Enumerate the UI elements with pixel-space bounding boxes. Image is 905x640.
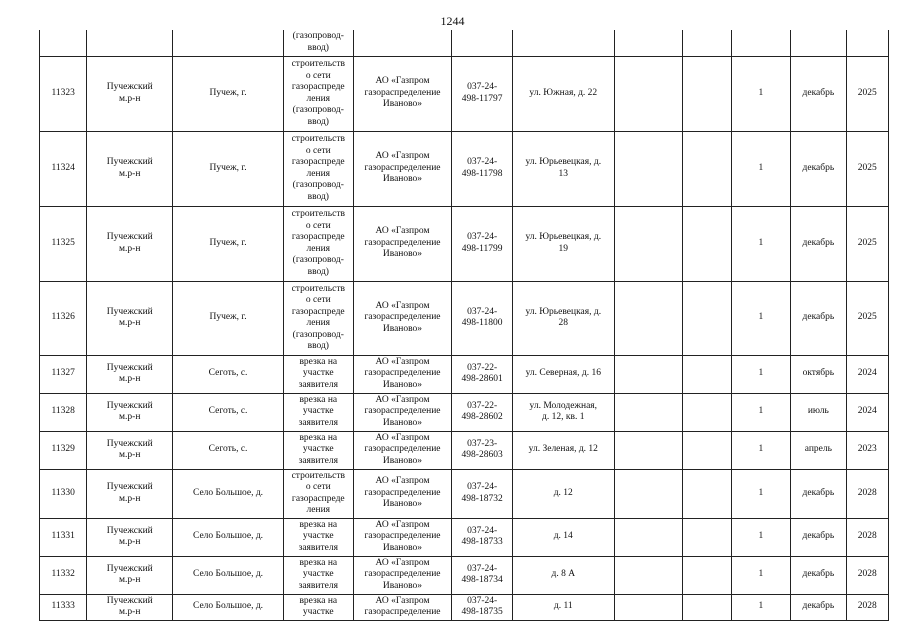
cell-org: [353, 131, 452, 206]
cell-org: [353, 556, 452, 594]
cell-month: [791, 393, 846, 431]
qty-text: 1: [758, 569, 764, 580]
cell-empty-a: [614, 131, 683, 206]
locality-text: Село Большое, д.: [193, 487, 264, 498]
cell-code: [452, 518, 512, 556]
org-text: АО «Газпром газораспределение Иваново»: [364, 151, 441, 185]
year-text: 2025: [857, 312, 877, 323]
locality-text: Пучеж, г.: [209, 237, 247, 248]
year-text: 2028: [857, 487, 877, 498]
district-text: Пучежский м.р-н: [106, 362, 153, 384]
cell-district: [87, 393, 173, 431]
table-row: [40, 594, 889, 620]
code-text: 037-24- 498-11798: [461, 157, 503, 179]
cell-empty-a: [614, 56, 683, 131]
cell-qty: [731, 281, 790, 355]
cell-empty-a: [614, 206, 683, 281]
cell-locality: [173, 131, 284, 206]
org-text: АО «Газпром газораспределение Иваново»: [364, 519, 441, 553]
table-row: [40, 131, 889, 206]
cell-locality: [173, 469, 284, 518]
address-text: ул. Северная, д. 16: [525, 368, 601, 379]
cell-address: [512, 556, 614, 594]
cell-work-type: [284, 518, 354, 556]
work-type-text: строительств о сети газораспреде ления (газопровод- ввод): [291, 283, 345, 351]
cell-id: [40, 206, 87, 281]
code-text: 037-24- 498-18733: [461, 525, 503, 547]
cell-code: [452, 206, 512, 281]
cell-district: [87, 556, 173, 594]
cell-month: [791, 518, 846, 556]
registry-table: [39, 30, 889, 621]
cell-district: [87, 594, 173, 620]
cell-code: [452, 30, 512, 56]
cell-address: [512, 56, 614, 131]
table-row: [40, 469, 889, 518]
district-text: Пучежский м.р-н: [106, 482, 153, 504]
cell-work-type: [284, 431, 354, 469]
cell-empty-b: [683, 518, 731, 556]
locality-text: Пучеж, г.: [209, 87, 247, 98]
page-number: 1244: [440, 14, 465, 28]
id-text: 11332: [51, 569, 75, 580]
cell-work-type: [284, 355, 354, 393]
cell-district: [87, 30, 173, 56]
address-text: д. 14: [553, 531, 573, 542]
cell-id: [40, 30, 87, 56]
cell-empty-a: [614, 518, 683, 556]
org-text: АО «Газпром газораспределение Иваново»: [364, 356, 441, 390]
month-text: июль: [807, 406, 829, 417]
district-text: Пучежский м.р-н: [106, 438, 153, 460]
cell-empty-a: [614, 281, 683, 355]
locality-text: Село Большое, д.: [193, 569, 264, 580]
cell-empty-a: [614, 469, 683, 518]
cell-year: [846, 281, 888, 355]
work-type-text: строительств о сети газораспреде ления (газопровод- ввод): [291, 134, 345, 202]
cell-month: [791, 56, 846, 131]
cell-month: [791, 131, 846, 206]
id-text: 11333: [51, 601, 75, 612]
cell-year: [846, 56, 888, 131]
cell-code: [452, 56, 512, 131]
year-text: 2024: [857, 368, 877, 379]
cell-org: [353, 431, 452, 469]
qty-text: 1: [758, 368, 764, 379]
cell-id: [40, 281, 87, 355]
cell-org: [353, 30, 452, 56]
cell-work-type: [284, 281, 354, 355]
locality-text: Сеготь, с.: [208, 406, 248, 417]
cell-id: [40, 431, 87, 469]
cell-work-type: [284, 131, 354, 206]
cell-empty-a: [614, 30, 683, 56]
cell-locality: [173, 594, 284, 620]
work-type-text: врезка на участке заявителя: [298, 356, 338, 390]
cell-empty-a: [614, 556, 683, 594]
cell-empty-b: [683, 594, 731, 620]
work-type-text: строительств о сети газораспреде ления (газопровод- ввод): [291, 209, 345, 277]
cell-address: [512, 518, 614, 556]
cell-work-type: [284, 393, 354, 431]
month-text: октябрь: [802, 368, 835, 379]
locality-text: Сеготь, с.: [208, 444, 248, 455]
cell-empty-a: [614, 355, 683, 393]
cell-district: [87, 281, 173, 355]
locality-text: Село Большое, д.: [193, 601, 264, 612]
address-text: ул. Юрьевецкая, д. 28: [525, 306, 602, 328]
cell-empty-a: [614, 393, 683, 431]
cell-id: [40, 355, 87, 393]
cell-code: [452, 594, 512, 620]
code-text: 037-24- 498-18734: [461, 563, 503, 585]
cell-qty: [731, 518, 790, 556]
district-text: Пучежский м.р-н: [106, 595, 153, 617]
cell-district: [87, 518, 173, 556]
cell-locality: [173, 431, 284, 469]
cell-month: [791, 469, 846, 518]
cell-work-type: [284, 594, 354, 620]
work-type-text: врезка на участке заявителя: [298, 394, 338, 428]
cell-qty: [731, 594, 790, 620]
cell-qty: [731, 469, 790, 518]
month-text: декабрь: [802, 162, 835, 173]
table-row: [40, 281, 889, 355]
cell-year: [846, 393, 888, 431]
qty-text: 1: [758, 531, 764, 542]
table-body: [40, 30, 889, 620]
cell-empty-b: [683, 393, 731, 431]
qty-text: 1: [758, 312, 764, 323]
code-text: 037-24- 498-18732: [461, 482, 503, 504]
table-row: [40, 556, 889, 594]
id-text: 11330: [51, 487, 75, 498]
locality-text: Сеготь, с.: [208, 368, 248, 379]
cell-locality: [173, 556, 284, 594]
cell-year: [846, 30, 888, 56]
cell-locality: [173, 30, 284, 56]
address-text: ул. Зеленая, д. 12: [528, 444, 598, 455]
district-text: Пучежский м.р-н: [106, 306, 153, 328]
qty-text: 1: [758, 601, 764, 612]
cell-locality: [173, 206, 284, 281]
code-text: 037-23- 498-28603: [461, 438, 503, 460]
org-text: АО «Газпром газораспределение Иваново»: [364, 476, 441, 510]
cell-district: [87, 431, 173, 469]
year-text: 2023: [857, 444, 877, 455]
table-row: [40, 206, 889, 281]
cell-month: [791, 30, 846, 56]
qty-text: 1: [758, 444, 764, 455]
cell-year: [846, 206, 888, 281]
cell-district: [87, 131, 173, 206]
cell-locality: [173, 393, 284, 431]
work-type-text: врезка на участке: [299, 595, 338, 617]
cell-address: [512, 431, 614, 469]
district-text: Пучежский м.р-н: [106, 232, 153, 254]
cell-org: [353, 281, 452, 355]
id-text: 11323: [51, 87, 75, 98]
work-type-text: врезка на участке заявителя: [298, 432, 338, 466]
cell-qty: [731, 131, 790, 206]
year-text: 2028: [857, 601, 877, 612]
cell-month: [791, 281, 846, 355]
qty-text: 1: [758, 406, 764, 417]
cell-address: [512, 30, 614, 56]
cell-id: [40, 393, 87, 431]
org-text: АО «Газпром газораспределение Иваново»: [364, 76, 441, 110]
cell-empty-b: [683, 206, 731, 281]
year-text: 2024: [857, 406, 877, 417]
month-text: декабрь: [802, 312, 835, 323]
cell-district: [87, 56, 173, 131]
cell-year: [846, 556, 888, 594]
table-row: [40, 355, 889, 393]
cell-code: [452, 131, 512, 206]
month-text: декабрь: [802, 569, 835, 580]
cell-empty-a: [614, 431, 683, 469]
cell-address: [512, 281, 614, 355]
cell-month: [791, 206, 846, 281]
address-text: ул. Молодежная, д. 12, кв. 1: [529, 400, 598, 422]
cell-month: [791, 431, 846, 469]
cell-qty: [731, 556, 790, 594]
cell-empty-b: [683, 556, 731, 594]
cell-qty: [731, 393, 790, 431]
year-text: 2028: [857, 569, 877, 580]
cell-month: [791, 594, 846, 620]
cell-empty-b: [683, 281, 731, 355]
cell-qty: [731, 206, 790, 281]
cell-code: [452, 355, 512, 393]
id-text: 11331: [51, 531, 75, 542]
qty-text: 1: [758, 237, 764, 248]
address-text: д. 8 А: [551, 569, 576, 580]
table-row-continuation: [40, 30, 889, 56]
locality-text: Пучеж, г.: [209, 312, 247, 323]
code-text: 037-24- 498-18735: [461, 595, 503, 617]
month-text: декабрь: [802, 237, 835, 248]
table-row: [40, 431, 889, 469]
cell-qty: [731, 56, 790, 131]
table-row: [40, 56, 889, 131]
code-text: 037-24- 498-11800: [461, 306, 503, 328]
cell-code: [452, 393, 512, 431]
code-text: 037-24- 498-11799: [461, 232, 503, 254]
cell-code: [452, 431, 512, 469]
id-text: 11329: [51, 444, 75, 455]
table-row: [40, 393, 889, 431]
cell-year: [846, 355, 888, 393]
work-type-text: врезка на участке заявителя: [298, 557, 338, 591]
cell-qty: [731, 431, 790, 469]
cell-empty-b: [683, 431, 731, 469]
month-text: апрель: [804, 444, 832, 455]
qty-text: 1: [758, 162, 764, 173]
month-text: декабрь: [802, 487, 835, 498]
district-text: Пучежский м.р-н: [106, 525, 153, 547]
cell-address: [512, 206, 614, 281]
cell-code: [452, 281, 512, 355]
year-text: 2025: [857, 87, 877, 98]
cell-year: [846, 469, 888, 518]
cell-org: [353, 518, 452, 556]
address-text: ул. Юрьевецкая, д. 19: [525, 232, 602, 254]
cell-id: [40, 469, 87, 518]
cell-work-type: [284, 206, 354, 281]
org-text: АО «Газпром газораспределение Иваново»: [364, 557, 441, 591]
address-text: д. 12: [553, 487, 573, 498]
cell-year: [846, 518, 888, 556]
cell-id: [40, 131, 87, 206]
address-text: ул. Южная, д. 22: [529, 87, 598, 98]
cell-empty-a: [614, 594, 683, 620]
cell-id: [40, 556, 87, 594]
cell-work-type: [284, 556, 354, 594]
year-text: 2025: [857, 237, 877, 248]
cell-month: [791, 355, 846, 393]
cell-locality: [173, 518, 284, 556]
id-text: 11324: [51, 162, 75, 173]
qty-text: 1: [758, 87, 764, 98]
district-text: Пучежский м.р-н: [106, 400, 153, 422]
org-text: АО «Газпром газораспределение: [364, 595, 441, 617]
org-text: АО «Газпром газораспределение Иваново»: [364, 300, 441, 334]
month-text: декабрь: [802, 601, 835, 612]
org-text: АО «Газпром газораспределение Иваново»: [364, 226, 441, 260]
cell-year: [846, 594, 888, 620]
cell-locality: [173, 355, 284, 393]
cell-work-type: [284, 56, 354, 131]
id-text: 11328: [51, 406, 75, 417]
cell-district: [87, 206, 173, 281]
year-text: 2028: [857, 531, 877, 542]
cell-code: [452, 469, 512, 518]
month-text: декабрь: [802, 531, 835, 542]
cell-district: [87, 355, 173, 393]
year-text: 2025: [857, 162, 877, 173]
code-text: 037-24- 498-11797: [461, 82, 503, 104]
cell-month: [791, 556, 846, 594]
org-text: АО «Газпром газораспределение Иваново»: [364, 394, 441, 428]
cell-address: [512, 131, 614, 206]
district-text: Пучежский м.р-н: [106, 157, 153, 179]
work-type-text: строительств о сети газораспреде ления: [291, 470, 345, 515]
cell-address: [512, 469, 614, 518]
cell-work-type: [284, 469, 354, 518]
cell-locality: [173, 281, 284, 355]
cell-empty-b: [683, 355, 731, 393]
cell-address: [512, 355, 614, 393]
work-type-text: врезка на участке заявителя: [298, 519, 338, 553]
id-text: 11325: [51, 237, 75, 248]
cell-year: [846, 431, 888, 469]
id-text: 11327: [51, 368, 75, 379]
locality-text: Пучеж, г.: [209, 162, 247, 173]
id-text: 11326: [51, 312, 75, 323]
cell-qty: [731, 30, 790, 56]
cell-empty-b: [683, 30, 731, 56]
cell-org: [353, 56, 452, 131]
cell-org: [353, 393, 452, 431]
cell-empty-b: [683, 469, 731, 518]
cell-org: [353, 594, 452, 620]
cell-qty: [731, 355, 790, 393]
cell-org: [353, 206, 452, 281]
qty-text: 1: [758, 487, 764, 498]
cell-district: [87, 469, 173, 518]
org-text: АО «Газпром газораспределение Иваново»: [364, 432, 441, 466]
work-type-text: строительств о сети газораспреде ления (газопровод- ввод): [291, 59, 345, 127]
cell-year: [846, 131, 888, 206]
cell-locality: [173, 56, 284, 131]
cell-id: [40, 594, 87, 620]
cell-id: [40, 518, 87, 556]
cell-id: [40, 56, 87, 131]
cell-empty-b: [683, 131, 731, 206]
code-text: 037-22- 498-28601: [461, 362, 503, 384]
locality-text: Село Большое, д.: [193, 531, 264, 542]
district-text: Пучежский м.р-н: [106, 82, 153, 104]
cell-address: [512, 393, 614, 431]
cell-org: [353, 469, 452, 518]
address-text: ул. Юрьевецкая, д. 13: [525, 157, 602, 179]
table-row: [40, 518, 889, 556]
cell-address: [512, 594, 614, 620]
code-text: 037-22- 498-28602: [461, 400, 503, 422]
address-text: д. 11: [553, 601, 573, 612]
work-type-text: (газопровод- ввод): [292, 31, 344, 53]
cell-org: [353, 355, 452, 393]
month-text: декабрь: [802, 87, 835, 98]
district-text: Пучежский м.р-н: [106, 563, 153, 585]
cell-code: [452, 556, 512, 594]
cell-empty-b: [683, 56, 731, 131]
cell-work-type: [284, 30, 354, 56]
